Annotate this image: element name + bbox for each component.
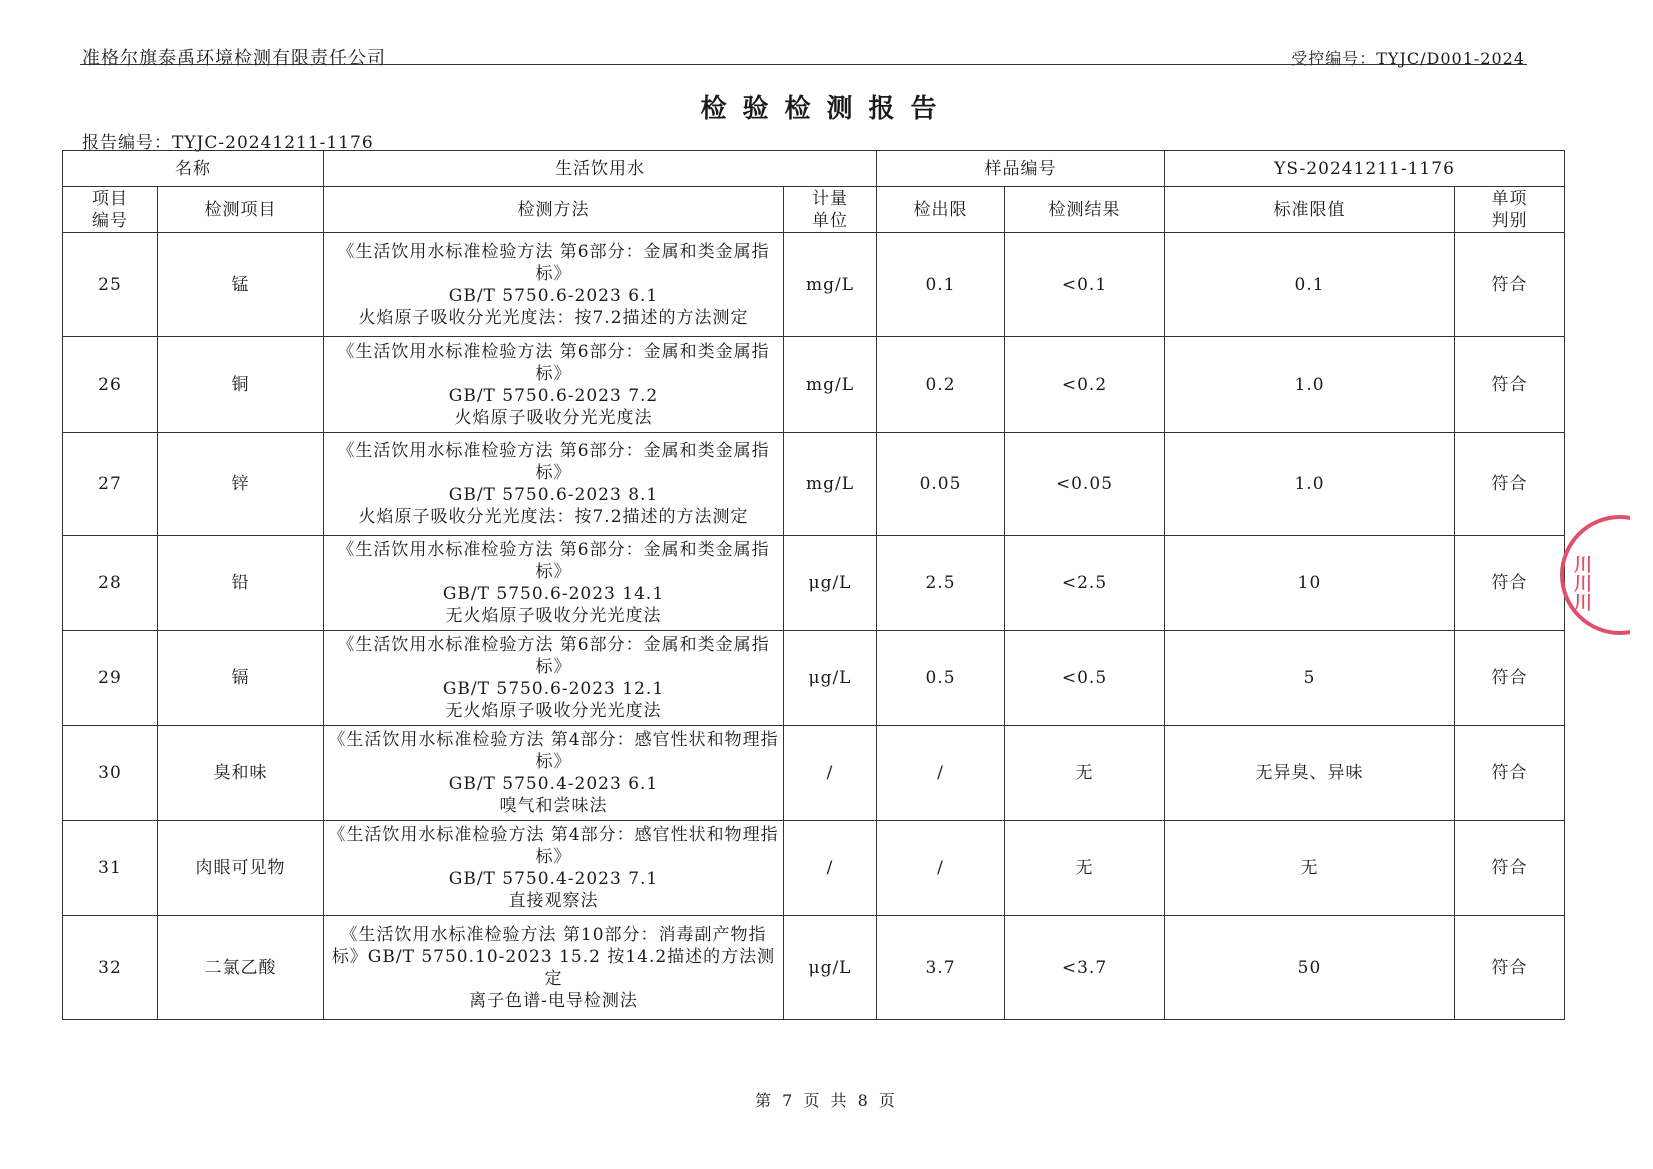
judgement-cell: 符合 [1455,233,1565,337]
table-row [63,821,1565,916]
col-item-no: 项目 编号 [63,187,158,233]
col-method: 检测方法 [324,187,784,233]
item-no-cell: 31 [63,821,158,916]
judgement-cell: 符合 [1455,916,1565,1020]
unit-cell: / [784,726,877,821]
col-result: 检测结果 [1005,187,1165,233]
item-cell: 锰 [158,233,324,337]
method-cell: 《生活饮用水标准检验方法 第6部分：金属和类金属指标》 GB/T 5750.6-2023 7.2 火焰原子吸收分光光度法 [324,337,784,433]
sample-info-row [63,151,1565,187]
item-no-cell: 28 [63,536,158,631]
method-cell: 《生活饮用水标准检验方法 第6部分：金属和类金属指标》 GB/T 5750.6-2023 12.1 无火焰原子吸收分光光度法 [324,631,784,726]
col-limit: 检出限 [877,187,1005,233]
col-item: 检测项目 [158,187,324,233]
item-no-cell: 30 [63,726,158,821]
limit-cell: 0.05 [877,433,1005,536]
standard-cell: 5 [1165,631,1455,726]
result-cell: <2.5 [1005,536,1165,631]
item-cell: 铜 [158,337,324,433]
limit-cell: / [877,821,1005,916]
table-row [63,233,1565,337]
standard-cell: 无 [1165,821,1455,916]
report-title: 检验检测报告 [700,94,953,124]
table-row [63,433,1565,536]
unit-cell: μg/L [784,631,877,726]
result-cell: <0.2 [1005,337,1165,433]
item-no-cell: 32 [63,916,158,1020]
item-cell: 二氯乙酸 [158,916,324,1020]
table-row [63,916,1565,1020]
item-cell: 锌 [158,433,324,536]
judgement-cell: 符合 [1455,726,1565,821]
method-cell: 《生活饮用水标准检验方法 第6部分：金属和类金属指标》 GB/T 5750.6-2023 8.1 火焰原子吸收分光光度法：按7.2描述的方法测定 [324,433,784,536]
company-name: 准格尔旗泰禹环境检测有限责任公司 [82,48,386,69]
limit-cell: 0.2 [877,337,1005,433]
limit-cell: 0.1 [877,233,1005,337]
item-cell: 臭和味 [158,726,324,821]
unit-cell: mg/L [784,433,877,536]
red-seal-stamp [1560,515,1630,635]
unit-cell: μg/L [784,536,877,631]
col-standard: 标准限值 [1165,187,1455,233]
item-no-cell: 27 [63,433,158,536]
table-row [63,536,1565,631]
page-number: 第 7 页 共 8 页 [755,1091,898,1110]
unit-cell: / [784,821,877,916]
standard-cell: 无异臭、异味 [1165,726,1455,821]
item-cell: 镉 [158,631,324,726]
limit-cell: / [877,726,1005,821]
result-cell: 无 [1005,821,1165,916]
method-cell: 《生活饮用水标准检验方法 第6部分：金属和类金属指标》 GB/T 5750.6-2023 6.1 火焰原子吸收分光光度法：按7.2描述的方法测定 [324,233,784,337]
method-cell: 《生活饮用水标准检验方法 第4部分：感官性状和物理指标》 GB/T 5750.4-2023 7.1 直接观察法 [324,821,784,916]
col-unit: 计量 单位 [784,187,877,233]
judgement-cell: 符合 [1455,337,1565,433]
unit-cell: mg/L [784,337,877,433]
sample-name-value: 生活饮用水 [324,151,877,187]
results-table [62,150,1565,1020]
result-cell: <0.5 [1005,631,1165,726]
table-row [63,726,1565,821]
standard-cell: 10 [1165,536,1455,631]
sample-no-value: YS-20241211-1176 [1165,151,1565,187]
column-header-row [63,187,1565,233]
judgement-cell: 符合 [1455,433,1565,536]
method-cell: 《生活饮用水标准检验方法 第6部分：金属和类金属指标》 GB/T 5750.6-2023 14.1 无火焰原子吸收分光光度法 [324,536,784,631]
limit-cell: 0.5 [877,631,1005,726]
item-cell: 肉眼可见物 [158,821,324,916]
item-no-cell: 25 [63,233,158,337]
item-no-cell: 29 [63,631,158,726]
limit-cell: 3.7 [877,916,1005,1020]
limit-cell: 2.5 [877,536,1005,631]
unit-cell: mg/L [784,233,877,337]
result-cell: <0.05 [1005,433,1165,536]
standard-cell: 50 [1165,916,1455,1020]
item-no-cell: 26 [63,337,158,433]
col-judgement: 单项 判别 [1455,187,1565,233]
method-cell: 《生活饮用水标准检验方法 第10部分：消毒副产物指标》GB/T 5750.10-2023 15.2 按14.2描述的方法测定 离子色谱-电导检测法 [324,916,784,1020]
judgement-cell: 符合 [1455,631,1565,726]
header-rule [80,64,1527,65]
result-cell: <3.7 [1005,916,1165,1020]
table-row [63,631,1565,726]
result-cell: 无 [1005,726,1165,821]
control-number: 受控编号：TYJC/D001-2024 [1291,49,1525,68]
judgement-cell: 符合 [1455,821,1565,916]
unit-cell: μg/L [784,916,877,1020]
result-cell: <0.1 [1005,233,1165,337]
report-number: 报告编号：TYJC-20241211-1176 [82,133,374,153]
item-cell: 铅 [158,536,324,631]
stamp-text: 川川川 [1571,555,1592,612]
table-row [63,337,1565,433]
judgement-cell: 符合 [1455,536,1565,631]
standard-cell: 1.0 [1165,433,1455,536]
standard-cell: 1.0 [1165,337,1455,433]
sample-name-label: 名称 [63,151,324,187]
standard-cell: 0.1 [1165,233,1455,337]
method-cell: 《生活饮用水标准检验方法 第4部分：感官性状和物理指标》 GB/T 5750.4-2023 6.1 嗅气和尝味法 [324,726,784,821]
sample-no-label: 样品编号 [877,151,1165,187]
